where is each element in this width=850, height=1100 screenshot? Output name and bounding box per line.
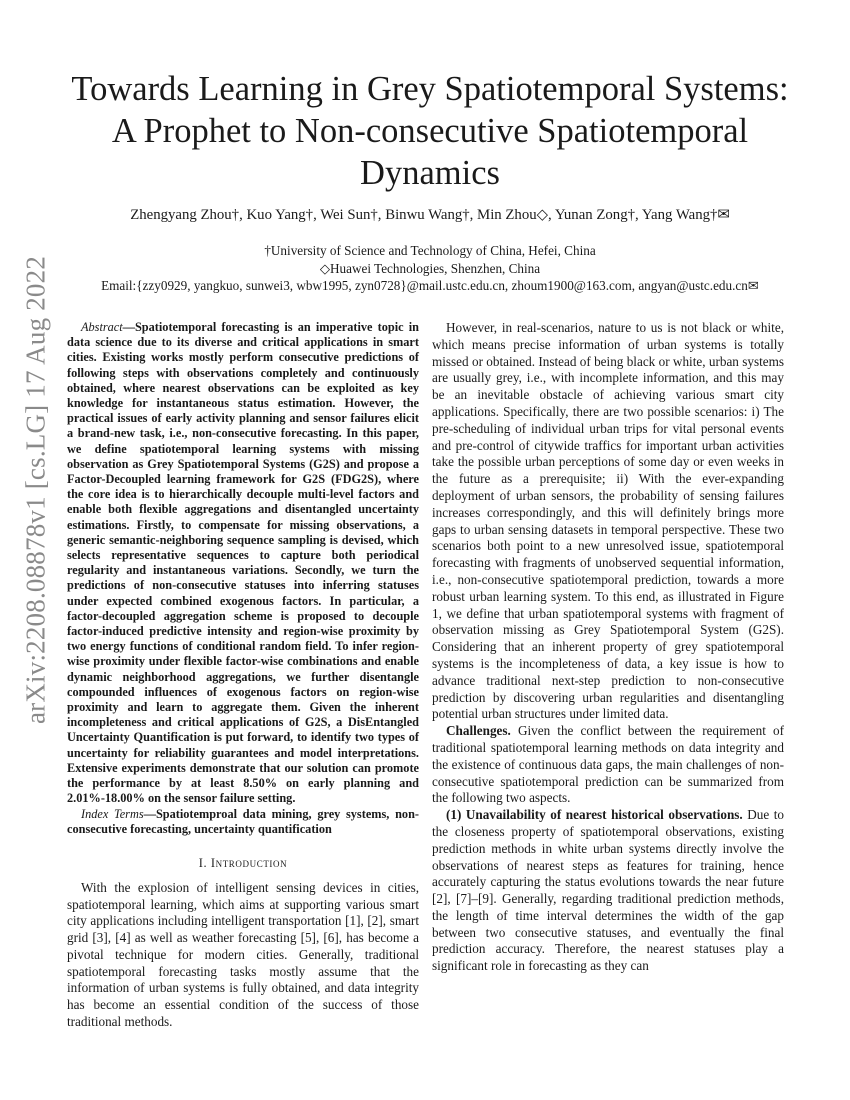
affiliation-huawei: ◇Huawei Technologies, Shenzhen, China <box>319 261 541 276</box>
index-terms-text: —Spatiotemproal data mining, grey systems, non-consecutive forecasting, uncertainty quantification <box>67 806 419 836</box>
arxiv-identifier: arXiv:2208.08878v1 [cs.LG] 17 Aug 2022 <box>20 255 51 725</box>
section-heading-introduction: I. Introduction <box>198 855 288 870</box>
abstract-text: —Spatiotemporal forecasting is an imperative topic in data science due to its diverse and critical applications in smart cities. Existing works mostly perform consecutive predictions of following steps with observations completely and continuously obtained, where nearest observations can be exploited as key knowledge for instantaneous status estimation. However, the practical issues of early activity planning and sensor failures elicit a brand-new task, i.e., non-consecutive forecasting. In this paper, we define spatiotemporal learning systems with missing observation as Grey Spatiotemporal Systems (G2S) and propose a Factor-Decoupled learning framework for G2S (FDG2S), where the core idea is to hierarchically decouple multi-level factors and enable both flexible aggregations and disentangled uncertainty estimations. Firstly, to compensate for missing observations, a generic semantic-neighboring sequence sampling is devised, which selects representative sequences to capture both periodical regularity and instantaneous variations. Secondly, we turn the predictions of non-consecutive statuses into inferring statuses under expected combined exogenous factors. In particular, a factor-decoupled aggregation scheme is proposed to decouple factor-induced predictive intensity and region-wise proximity by two energy functions of conditional random field. To infer region-wise proximity under flexible factor-wise combinations and enable dynamic neighborhood aggregations, we further disentangle compounded influences of exogenous factors on region-wise proximity and learn to aggregate them. Given the inherent incompleteness and critical applications of G2S, a DisEntangled Uncertainty Quantification is put forward, to identify two types of uncertainty for reliability guarantees and model interpretations. Extensive experiments demonstrate that our solution can promote the performance by at least 8.50% on early planning and 2.01%-18.00% on the sensor failure setting. <box>67 320 419 806</box>
paper-title: Towards Learning in Grey Spatiotemporal Systems: A Prophet to Non-consecutive Spatiotemporal Dynamics <box>71 70 789 192</box>
challenges-paragraph <box>432 723 784 807</box>
arxiv-sidebar <box>6 255 66 725</box>
index-terms <box>67 807 419 837</box>
abstract <box>67 320 419 807</box>
unavailability-text: Due to the closeness property of spatiotemporal observations, existing prediction methods in white urban systems directly involve the observations of nearest steps as features for training, hence accurately capturing the status evolutions towards the near future [2], [7]–[9]. Generally, regarding traditional prediction methods, the length of time interval determines the width of the gap between two consecutive statuses, and eventually the final prediction accuracy. Therefore, the nearest statuses play a significant role in forecasting as they can <box>432 807 784 974</box>
author-list: Zhengyang Zhou†, Kuo Yang†, Wei Sun†, Binwu Wang†, Min Zhou◇, Yunan Zong†, Yang Wang†✉ <box>130 207 730 223</box>
index-terms-label: Index Terms <box>81 806 144 821</box>
challenges-text: Given the conflict between the requirement of traditional spatiotemporal learning methods on data integrity and the existence of continuous data gaps, the main challenges of non-consecutive spatiotemporal prediction can be summarized from the following two aspects. <box>432 723 784 806</box>
intro-paragraph-1: With the explosion of intelligent sensing devices in cities, spatiotemporal learning, which aims at supporting various smart city applications including intelligent transportation [1], [2], smart grid [3], [4] as well as weather forecasting [5], [6], has become a pivotal technique for modern cities. Generally, traditional spatiotemporal forecasting tasks mostly assume that the information of urban systems is fully obtained, and data integrity has become an essential condition of the success of those traditional methods. <box>67 879 419 1030</box>
right-paragraph-1: However, in real-scenarios, nature to us is not black or white, which means precise information of urban systems is totally missed or obtained. Instead of being black or white, urban systems are usually grey, i.e., with incomplete information, and this may be an inevitable obstacle of achieving various smart city applications. Specifically, there are two possible scenarios: i) The pre-scheduling of individual urban trips for vital personal events and pre-control of citywide traffics for important urban activities take the possible urban perceptions of some day or even weeks in the future as a prerequisite; ii) With the ever-expanding deployment of urban sensors, the probability of sensing failures increases correspondingly, and this will definitely brings more gaps to urban sensing datasets in temporal perspective. These two scenarios both point to a new unresolved issue, spatiotemporal forecasting with fragments of unobserved sequential information, i.e., non-consecutive spatiotemporal prediction, towards a more robust urban learning system. To this end, as illustrated in Figure 1, we define that urban spatiotemporal systems with fragment of observation missing as Grey Spatiotemporal System (G2S). Considering that an inherent property of grey spatiotemporal systems is the incompleteness of data, a key issue is how to advance traditional next-step prediction to non-consecutive prediction by discovering urban regularities and disentangling potential urban structures under limited data. <box>432 320 784 722</box>
email-line: Email:{zzy0929, yangkuo, sunwei3, wbw1995, zyn0728}@mail.ustc.edu.cn, zhoum1900@163.com, angyan@ustc.edu.cn✉ <box>101 278 759 293</box>
unavailability-label: (1) Unavailability of nearest historical observations. <box>446 807 743 823</box>
unavailability-paragraph <box>432 807 784 975</box>
left-column <box>67 320 419 1031</box>
right-column <box>432 320 784 975</box>
abstract-label: Abstract <box>81 320 123 334</box>
affiliation-ustc: †University of Science and Technology of China, Hefei, China <box>264 243 596 258</box>
challenges-label: Challenges. <box>446 723 511 739</box>
